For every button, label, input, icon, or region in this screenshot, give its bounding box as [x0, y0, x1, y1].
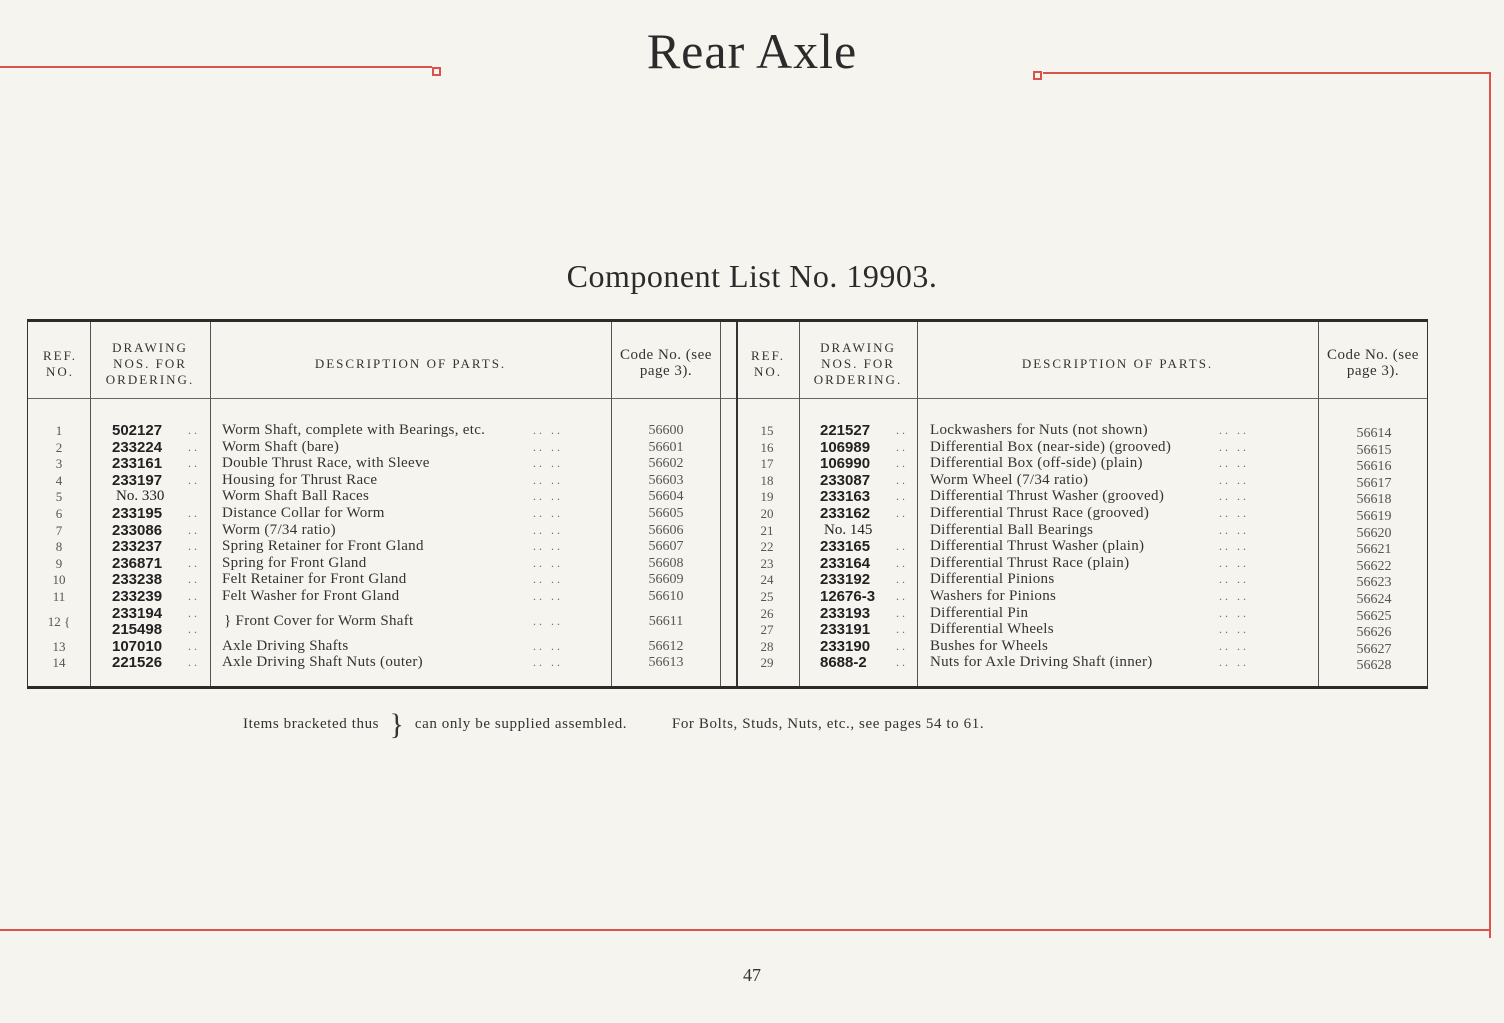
leader-dots: .. — [188, 638, 200, 653]
ref-number: 10 — [52, 572, 66, 588]
header-code-right: Code No. (see page 3). — [1327, 347, 1419, 379]
right-margin-rule — [1489, 72, 1491, 938]
drawing-number: 233224 — [112, 438, 163, 456]
ref-number: 22 — [760, 539, 774, 555]
code-number: 56606 — [648, 522, 684, 538]
leader-dots: .. .. — [533, 539, 563, 554]
code-number: 56608 — [648, 555, 684, 571]
drawing-number: 233192 — [820, 571, 871, 589]
leader-dots: .. .. — [533, 655, 563, 670]
table-row — [736, 422, 1436, 439]
leader-dots: .. — [896, 555, 908, 570]
drawing-number: 233191 — [820, 621, 871, 639]
drawing-number: No. 145 — [824, 521, 873, 538]
part-description: Axle Driving Shafts — [222, 637, 349, 654]
drawing-number: 215498 — [112, 621, 163, 639]
table-row — [28, 422, 728, 439]
leader-dots: .. .. — [1219, 589, 1249, 603]
table-row — [736, 455, 1436, 475]
ref-number: 1 — [55, 423, 63, 438]
drawing-number: 233164 — [820, 554, 871, 572]
leader-dots: .. .. — [533, 489, 563, 504]
code-number: 56605 — [648, 506, 684, 521]
header-description-right: DESCRIPTION OF PARTS. — [1021, 356, 1214, 371]
code-number: 56600 — [648, 423, 684, 438]
table-row — [736, 522, 1436, 539]
table-row — [736, 588, 1436, 605]
part-description: Felt Retainer for Front Gland — [222, 571, 407, 588]
leader-dots: .. — [188, 423, 200, 437]
part-description: Spring Retainer for Front Gland — [222, 538, 424, 555]
leader-dots: .. — [896, 638, 908, 653]
ref-number: 20 — [760, 506, 774, 521]
ref-number: 15 — [760, 423, 774, 438]
part-description: Housing for Thrust Race — [222, 471, 378, 488]
leader-dots: .. .. — [533, 506, 563, 520]
code-number: 56610 — [648, 589, 684, 604]
leader-dots: .. .. — [533, 638, 563, 653]
ref-number: 5 — [55, 489, 63, 505]
part-description: Distance Collar for Worm — [222, 505, 385, 521]
part-description: Lockwashers for Nuts (not shown) — [930, 422, 1148, 438]
ref-number: 4 — [55, 472, 63, 488]
leader-dots: .. .. — [533, 522, 563, 537]
code-number: 56609 — [648, 572, 684, 588]
drawing-number: 233087 — [820, 471, 871, 489]
table-row — [28, 588, 728, 605]
part-description: Axle Driving Shaft Nuts (outer) — [222, 654, 423, 671]
ref-number: 17 — [760, 456, 774, 472]
footnote — [243, 708, 984, 742]
part-description: Worm Wheel (7/34 ratio) — [930, 471, 1089, 488]
leader-dots: .. .. — [533, 439, 563, 454]
code-number: 56619 — [1356, 509, 1392, 524]
leader-dots: .. — [896, 423, 908, 437]
ref-number: 16 — [760, 439, 774, 455]
leader-dots: .. .. — [533, 472, 563, 487]
code-number: 56601 — [648, 439, 684, 455]
code-number: 56622 — [1356, 558, 1392, 574]
table-row — [736, 472, 1436, 489]
part-description: Bushes for Wheels — [930, 637, 1049, 654]
ref-number: 29 — [760, 655, 774, 671]
drawing-number: 233197 — [112, 471, 163, 489]
part-description: Worm (7/34 ratio) — [222, 521, 336, 538]
header-ref-right: REF. NO. — [750, 348, 786, 379]
part-description: Nuts for Axle Driving Shaft (inner) — [930, 654, 1153, 671]
ref-number: 18 — [760, 472, 774, 488]
code-number: 56618 — [1356, 492, 1392, 508]
part-description: Differential Pinions — [930, 571, 1055, 588]
leader-dots: .. — [188, 522, 200, 537]
leader-dots: .. — [896, 506, 908, 520]
leader-dots: .. — [896, 539, 908, 554]
table-row — [28, 439, 728, 456]
leader-dots: .. — [188, 589, 200, 603]
drawing-number: 233195 — [112, 505, 163, 522]
leader-dots: .. .. — [1219, 506, 1249, 520]
part-description: Differential Thrust Washer (plain) — [930, 538, 1145, 555]
code-number: 56602 — [648, 456, 684, 472]
part-description: Differential Ball Bearings — [930, 521, 1094, 538]
code-number: 56613 — [648, 655, 684, 671]
leader-dots: .. .. — [1219, 423, 1249, 437]
code-number: 56628 — [1356, 658, 1392, 674]
ref-number: 6 — [55, 506, 63, 521]
part-description: Double Thrust Race, with Sleeve — [222, 455, 430, 472]
part-description: Differential Thrust Washer (grooved) — [930, 488, 1165, 505]
code-number: 56614 — [1356, 426, 1392, 441]
code-number: 56611 — [648, 613, 684, 629]
leader-dots: .. — [188, 456, 200, 471]
drawing-number: 8688-2 — [820, 654, 867, 672]
table-row — [736, 538, 1436, 558]
part-description: Differential Pin — [930, 604, 1029, 621]
ref-number: 8 — [55, 539, 63, 555]
table-row — [736, 488, 1436, 508]
code-number: 56616 — [1356, 459, 1392, 475]
part-description: Washers for Pinions — [930, 588, 1057, 604]
footnote-bolts-note: For Bolts, Studs, Nuts, etc., see pages 54 to 61. — [671, 716, 985, 732]
table-row — [736, 621, 1436, 641]
header-drawing-right: DRAWING NOS. FOR ORDERING. — [813, 340, 903, 387]
ref-number: 27 — [760, 622, 774, 638]
leader-dots: .. — [188, 539, 200, 554]
drawing-number: 221526 — [112, 654, 163, 672]
leader-dots: .. — [896, 456, 908, 471]
drawing-number: 233163 — [820, 488, 871, 506]
part-description: Differential Box (near-side) (grooved) — [930, 438, 1172, 455]
drawing-number: 233161 — [112, 455, 163, 473]
part-description: Differential Box (off-side) (plain) — [930, 455, 1143, 472]
table-row — [28, 522, 728, 539]
code-number: 56623 — [1356, 575, 1392, 591]
table-row — [736, 638, 1436, 655]
leader-dots: .. .. — [533, 456, 563, 471]
part-description: } Front Cover for Worm Shaft — [224, 612, 414, 629]
code-number: 56607 — [648, 539, 684, 555]
ref-number: 25 — [760, 589, 774, 604]
page-title: Rear Axle — [646, 23, 858, 79]
table-row — [28, 654, 728, 671]
table-row — [736, 605, 1436, 622]
leader-dots: .. — [188, 605, 200, 620]
table-row — [28, 505, 728, 522]
footnote-assembled-text: can only be supplied assembled. — [414, 716, 628, 732]
table-row — [736, 505, 1436, 522]
part-description: Spring for Front Gland — [222, 554, 367, 571]
leader-dots: .. .. — [1219, 638, 1249, 653]
table-row — [28, 571, 728, 588]
drawing-number: 107010 — [112, 637, 163, 655]
drawing-number: 233194 — [112, 604, 163, 622]
leader-dots: .. .. — [1219, 555, 1249, 570]
leader-dots: .. .. — [1219, 605, 1249, 620]
table-row — [736, 555, 1436, 572]
code-number: 56621 — [1356, 542, 1392, 558]
ref-number: 21 — [760, 522, 774, 538]
header-drawing-left: DRAWING NOS. FOR ORDERING. — [105, 340, 195, 387]
ref-number: 11 — [52, 589, 66, 604]
table-row — [28, 605, 728, 638]
code-number: 56620 — [1356, 525, 1392, 541]
ref-number: 26 — [760, 605, 774, 621]
code-number: 56615 — [1356, 442, 1392, 458]
leader-dots: .. — [896, 489, 908, 504]
leader-dots: .. .. — [1219, 622, 1249, 637]
ref-number: 9 — [55, 555, 63, 571]
leader-dots: .. — [188, 439, 200, 454]
leader-dots: .. — [896, 655, 908, 670]
leader-dots: .. .. — [1219, 522, 1249, 537]
part-description: Felt Washer for Front Gland — [222, 588, 400, 604]
footnote-bracket-symbol: } — [389, 708, 405, 741]
drawing-number: No. 330 — [116, 488, 165, 505]
leader-dots: .. .. — [533, 613, 563, 628]
ref-number: 2 — [55, 439, 63, 455]
ref-number: 3 — [55, 456, 63, 472]
code-number: 56612 — [648, 638, 684, 654]
table-row — [28, 488, 728, 505]
header-description-left: DESCRIPTION OF PARTS. — [314, 356, 507, 371]
footnote-bracket-text: Items bracketed thus — [243, 716, 380, 732]
ref-number: 19 — [760, 489, 774, 505]
parts-table — [27, 319, 1428, 689]
bottom-rule — [0, 929, 1491, 931]
leader-dots: .. — [188, 572, 200, 587]
part-description: Differential Wheels — [930, 621, 1054, 638]
leader-dots: .. — [896, 439, 908, 454]
part-description: Worm Shaft Ball Races — [222, 488, 370, 505]
leader-dots: .. .. — [1219, 572, 1249, 587]
leader-dots: .. .. — [533, 555, 563, 570]
ref-number: 7 — [55, 522, 63, 538]
leader-dots: .. — [896, 605, 908, 620]
leader-dots: .. — [188, 622, 200, 637]
table-row — [28, 555, 728, 572]
leader-dots: .. — [896, 622, 908, 637]
leader-dots: .. .. — [1219, 655, 1249, 670]
drawing-number: 233237 — [112, 538, 163, 556]
table-row — [28, 538, 728, 555]
drawing-number: 106990 — [820, 455, 871, 473]
ref-number: 12 { — [47, 613, 71, 629]
leader-dots: .. .. — [533, 423, 563, 437]
code-number: 56627 — [1356, 641, 1392, 657]
leader-dots: .. .. — [533, 589, 563, 603]
leader-dots: .. .. — [1219, 489, 1249, 504]
code-number: 56624 — [1356, 592, 1392, 607]
code-number: 56626 — [1356, 625, 1392, 641]
code-number: 56625 — [1356, 608, 1392, 624]
part-description: Worm Shaft (bare) — [222, 438, 340, 455]
leader-dots: .. .. — [1219, 456, 1249, 471]
table-row — [28, 638, 728, 655]
table-row — [28, 455, 728, 472]
leader-dots: .. .. — [1219, 539, 1249, 554]
drawing-number: 233165 — [820, 538, 871, 556]
leader-dots: .. — [188, 472, 200, 487]
ref-number: 24 — [760, 572, 774, 588]
leader-dots: .. — [188, 655, 200, 670]
table-row — [28, 472, 728, 489]
drawing-number: 233190 — [820, 637, 871, 655]
drawing-number: 106989 — [820, 438, 871, 456]
leader-dots: .. .. — [1219, 439, 1249, 454]
leader-dots: .. — [188, 506, 200, 520]
table-row — [736, 439, 1436, 456]
leader-dots: .. .. — [533, 572, 563, 587]
code-number: 56617 — [1356, 475, 1392, 491]
ref-number: 28 — [760, 638, 774, 654]
part-description: Differential Thrust Race (plain) — [930, 554, 1130, 571]
drawing-number: 233239 — [112, 588, 163, 605]
drawing-number: 233193 — [820, 604, 871, 622]
leader-dots: .. — [188, 555, 200, 570]
header-code-left: Code No. (see page 3). — [620, 347, 712, 379]
table-row — [736, 571, 1436, 591]
table-row — [736, 654, 1436, 674]
ref-number: 23 — [760, 555, 774, 571]
leader-dots: .. — [896, 572, 908, 587]
part-description: Worm Shaft, complete with Bearings, etc. — [222, 422, 486, 438]
leader-dots: .. — [896, 589, 908, 603]
leader-dots: .. — [896, 472, 908, 487]
ref-number: 14 — [52, 655, 66, 671]
leader-dots: .. .. — [1219, 472, 1249, 487]
ref-number: 13 — [52, 638, 66, 654]
drawing-number: 233162 — [820, 505, 871, 522]
drawing-number: 233238 — [112, 571, 163, 589]
part-description: Differential Thrust Race (grooved) — [930, 505, 1150, 521]
component-list-title: Component List No. 19903. — [566, 258, 938, 294]
page-number: 47 — [743, 965, 761, 985]
drawing-number: 221527 — [820, 422, 871, 439]
drawing-number: 502127 — [112, 422, 163, 439]
drawing-number: 12676-3 — [820, 588, 876, 605]
header-divider — [28, 398, 1427, 399]
header-ref-left: REF. NO. — [42, 348, 78, 379]
code-number: 56604 — [648, 489, 684, 505]
code-number: 56603 — [648, 472, 684, 488]
drawing-number: 233086 — [112, 521, 163, 539]
drawing-number: 236871 — [112, 554, 163, 572]
